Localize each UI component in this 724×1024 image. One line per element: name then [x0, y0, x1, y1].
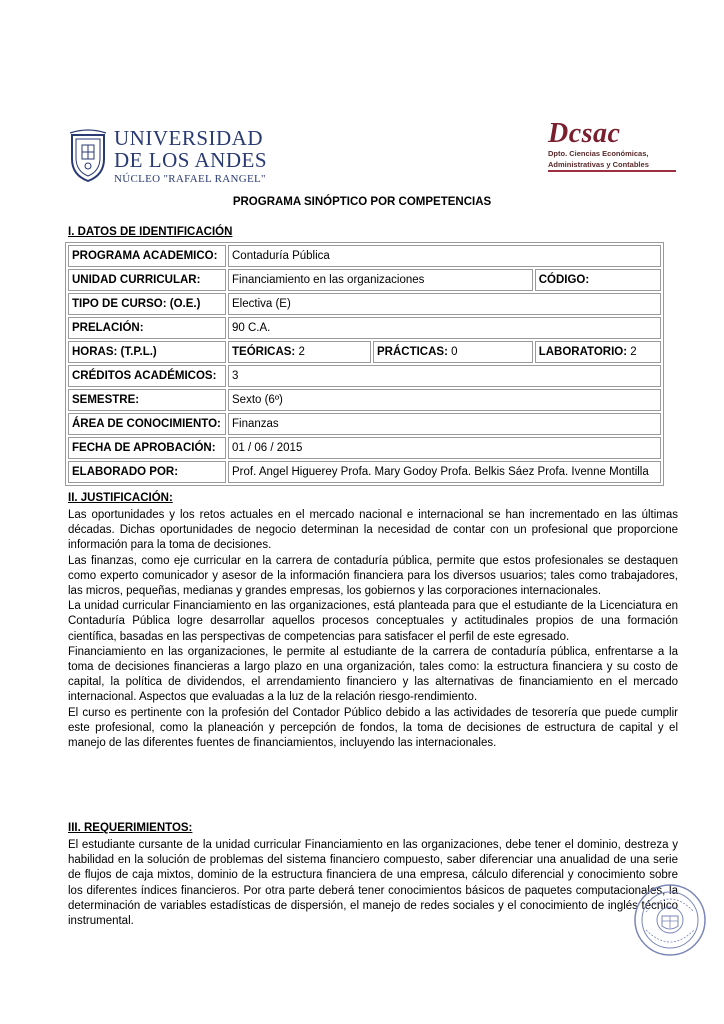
justification-paragraph: El curso es pertinente con la profesión del Contador Público debido a las actividades de tesorería que puede cumplir este profesional, como la planeación y percepción de fondos, la toma de decisiones de estructura de capital y el manejo de las diferentes fuentes de financiamientos, incluyendo las internacionales.	[68, 706, 678, 750]
area-label: ÁREA DE CONOCIMIENTO:	[68, 413, 226, 435]
document-title: PROGRAMA SINÓPTICO POR COMPETENCIAS	[232, 196, 492, 208]
table-row	[68, 269, 661, 291]
university-logo	[68, 125, 288, 185]
university-crest-icon	[68, 129, 108, 183]
practicas-value: 0	[451, 346, 458, 358]
department-name-line2: Administrativas y Contables	[548, 159, 649, 169]
university-name-line2: DE LOS ANDES	[114, 147, 268, 172]
section-justification-heading: II. JUSTIFICACIÓN:	[68, 492, 173, 504]
laboratorio-value: 2	[630, 346, 637, 358]
area-value: Finanzas	[228, 413, 661, 435]
university-name-line1: UNIVERSIDAD	[114, 125, 263, 150]
semestre-value: Sexto (6º)	[228, 389, 661, 411]
unidad-value: Financiamiento en las organizaciones	[228, 269, 533, 291]
creditos-value: 3	[228, 365, 661, 387]
practicas-label: PRÁCTICAS:	[377, 346, 448, 358]
justification-paragraph: Financiamiento en las organizaciones, le permite al estudiante de la carrera de contaduría pública, enfrentarse a la toma de decisiones financieras a largo plazo en una organización, tales como: la estructura financiera y su costo de capital, la política de dividendos, el arrendamiento financiero y las alternativas de financiamiento en el mercado internacional. Aspectos que evaluadas a la luz de la relación riesgo-rendimiento.	[68, 645, 678, 704]
unidad-label: UNIDAD CURRICULAR:	[68, 269, 226, 291]
justification-paragraph: La unidad curricular Financiamiento en las organizaciones, está planteada para que el estudiante de la Licenciatura en Contaduría Pública logre desarrollar aquellos procesos conceptuales y actitudinales propios de una formación científica, basadas en las perspectivas de competencias para satisfacer el perfil de este egresado.	[68, 600, 678, 643]
horas-label: HORAS: (T.P.L.)	[68, 341, 226, 363]
practicas-cell	[373, 341, 533, 363]
section-requirements-heading: III. REQUERIMIENTOS:	[68, 822, 193, 834]
elaborado-value: Prof. Angel Higuerey Profa. Mary Godoy Profa. Belkis Sáez Profa. Ivenne Montilla	[228, 461, 661, 483]
teoricas-cell	[228, 341, 371, 363]
department-logo	[548, 120, 680, 176]
teoricas-value: 2	[298, 346, 305, 358]
programa-value: Contaduría Pública	[228, 245, 661, 267]
tipo-value: Electiva (E)	[228, 293, 661, 315]
elaborado-label: ELABORADO POR:	[68, 461, 226, 483]
requirements-paragraph: El estudiante cursante de la unidad curricular Financiamiento en las organizaciones, debe tener el dominio, destreza y habilidad en la solución de problemas del sistema financiero compuesto, saber diferenciar una anualidad de una serie de flujos de caja mixtos, dominio de la estructura financiera de una empresa, cálculo diferencial y conocimiento sobre los diferentes índices financieros. Por otra parte deberá tener conocimientos básicos de paquetes computacionales, la determinación de variables estadísticas de dispersión, el manejo de redes sociales y el conocimiento de inglés técnico instrumental.	[68, 839, 678, 928]
table-row	[68, 461, 661, 483]
fecha-value: 01 / 06 / 2015	[228, 437, 661, 459]
teoricas-label: TEÓRICAS:	[232, 346, 296, 358]
semestre-label: SEMESTRE:	[68, 389, 226, 411]
table-row	[68, 437, 661, 459]
department-name-line1: Dpto. Ciencias Económicas,	[548, 149, 649, 158]
justification-body	[68, 508, 678, 751]
identification-table	[65, 242, 664, 486]
table-row	[68, 365, 661, 387]
creditos-label: CRÉDITOS ACADÉMICOS:	[68, 365, 226, 387]
section-identification-heading: I. DATOS DE IDENTIFICACIÓN	[68, 226, 233, 238]
table-row	[68, 413, 661, 435]
prelacion-label: PRELACIÓN:	[68, 317, 226, 339]
table-row	[68, 389, 661, 411]
requirements-body	[68, 838, 678, 929]
department-logo-mark: Dcsac	[548, 118, 621, 149]
department-logo-underline	[548, 170, 676, 172]
justification-paragraph: Las oportunidades y los retos actuales en el mercado nacional e internacional se han incrementado en las últimas décadas. Dichas oportunidades de negocio determinan la necesidad de contar con un profesional que proporcione información para la toma de decisiones.	[68, 509, 678, 552]
fecha-label: FECHA DE APROBACIÓN:	[68, 437, 226, 459]
codigo-label: CÓDIGO:	[535, 269, 661, 291]
table-row	[68, 293, 661, 315]
university-campus: NÚCLEO "RAFAEL RANGEL"	[114, 172, 266, 185]
laboratorio-label: LABORATORIO:	[538, 346, 628, 358]
tipo-label: TIPO DE CURSO: (O.E.)	[68, 293, 226, 315]
table-row	[68, 245, 661, 267]
programa-label: PROGRAMA ACADEMICO:	[68, 245, 226, 267]
laboratorio-cell	[535, 341, 661, 363]
prelacion-value: 90 C.A.	[228, 317, 661, 339]
official-stamp-icon	[632, 882, 708, 958]
table-row	[68, 317, 661, 339]
table-row	[68, 341, 661, 363]
justification-paragraph: Las finanzas, como eje curricular en la carrera de contaduría pública, permite que estos profesionales se destaquen como experto comunicador y asesor de la información financiera para los diversos usuarios; tales como trabajadores, las micros, pequeñas, medianas y grandes empresas, los gobiernos y las corporaciones internacionales.	[68, 554, 678, 598]
